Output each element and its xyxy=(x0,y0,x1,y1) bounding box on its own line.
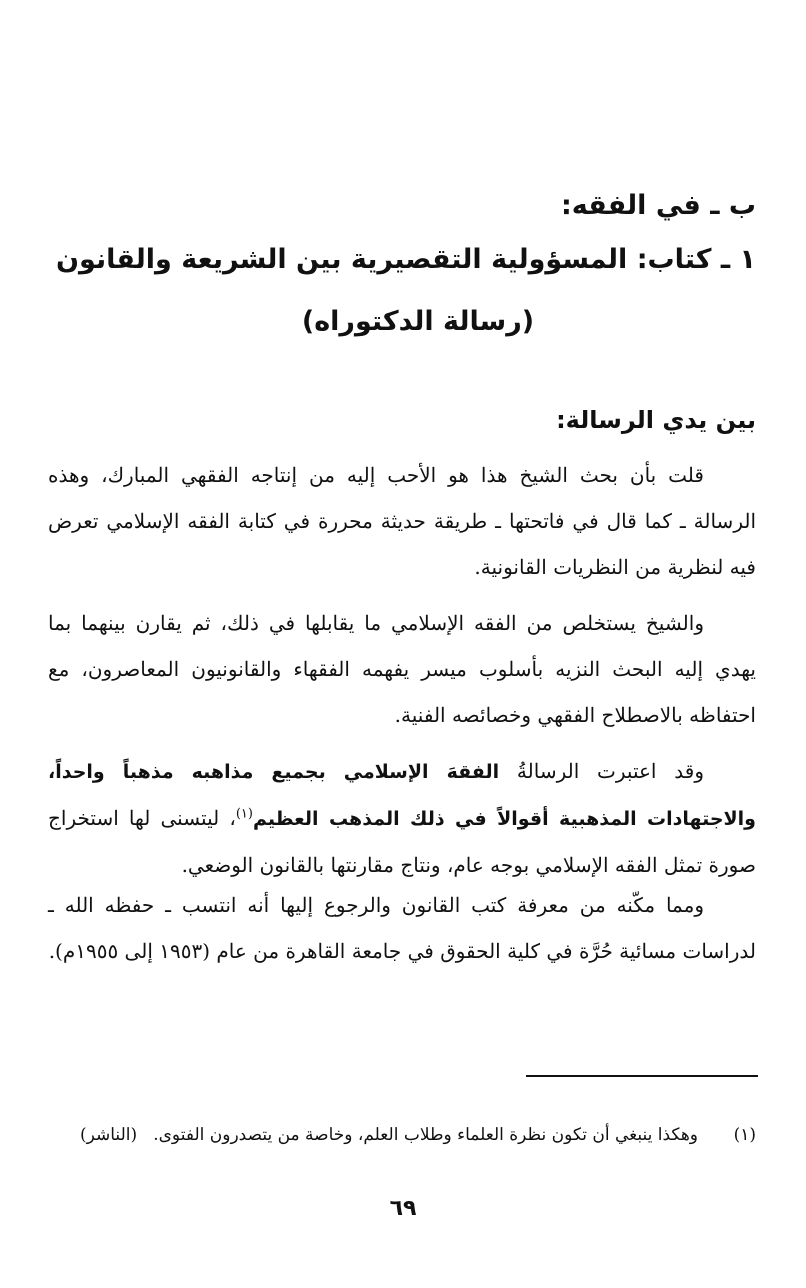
paragraph-4 xyxy=(48,882,756,974)
footnote xyxy=(80,1118,756,1152)
paragraph-3-end: ، ليتسنى لها استخراج صورة تمثل الفقه الإسلامي بوجه عام، ونتاج مقارنتها بالقانون الوضعي. xyxy=(48,806,756,877)
footnote-signature: (الناشر) xyxy=(80,1125,138,1145)
section-heading: ب ـ في الفقه: xyxy=(561,190,756,221)
paragraph-3-start: وقد اعتبرت الرسالةُ xyxy=(516,759,704,783)
paragraph-2-text: والشيخ يستخلص من الفقه الإسلامي ما يقابلها في ذلك، ثم يقارن بينهما بما يهدي إليه البحث النزيه بأسلوب ميسر يفهمه الفقهاء والقانونيون المعاصرون، مع احتفاظه بالاصطلاح الفقهي وخصائصه الفنية. xyxy=(48,611,756,727)
footnote-reference[interactable]: (١) xyxy=(235,806,253,822)
paragraph-2 xyxy=(48,600,756,738)
footnote-text: وهكذا ينبغي أن تكون نظرة العلماء وطلاب العلم، وخاصة من يتصدرون الفتوى. xyxy=(153,1125,698,1145)
paragraph-3-bold: الفقهَ الإسلامي بجميع مذاهبه مذهباً واحداً، والاجتهادات المذهبية أقوالاً في ذلك المذهب العظيم xyxy=(48,761,756,830)
sub-heading: بين يدي الرسالة: xyxy=(556,406,756,434)
book-subtitle: (رسالة الدكتوراه) xyxy=(301,306,535,337)
book-title: ١ ـ كتاب: المسؤولية التقصيرية بين الشريعة والقانون xyxy=(55,244,756,275)
paragraph-3 xyxy=(48,748,756,888)
paragraph-4-text: ومما مكّنه من معرفة كتب القانون والرجوع إليها أنه انتسب ـ حفظه الله ـ لدراسات مسائية حُرَّة في كلية الحقوق في جامعة القاهرة من عام (١٩٥٣ إلى ١٩٥٥م). xyxy=(48,893,756,963)
paragraph-1-text: قلت بأن بحث الشيخ هذا هو الأحب إليه من إنتاجه الفقهي المبارك، وهذه الرسالة ـ كما قال في فاتحتها ـ طريقة حديثة محررة في كتابة الفقه الإسلامي تعرض فيه لنظرية من النظريات القانونية. xyxy=(48,463,756,579)
footnote-separator xyxy=(526,1075,758,1077)
footnote-marker: (١) xyxy=(733,1125,756,1145)
page-number: ٦٩ xyxy=(389,1196,417,1221)
paragraph-1 xyxy=(48,452,756,590)
